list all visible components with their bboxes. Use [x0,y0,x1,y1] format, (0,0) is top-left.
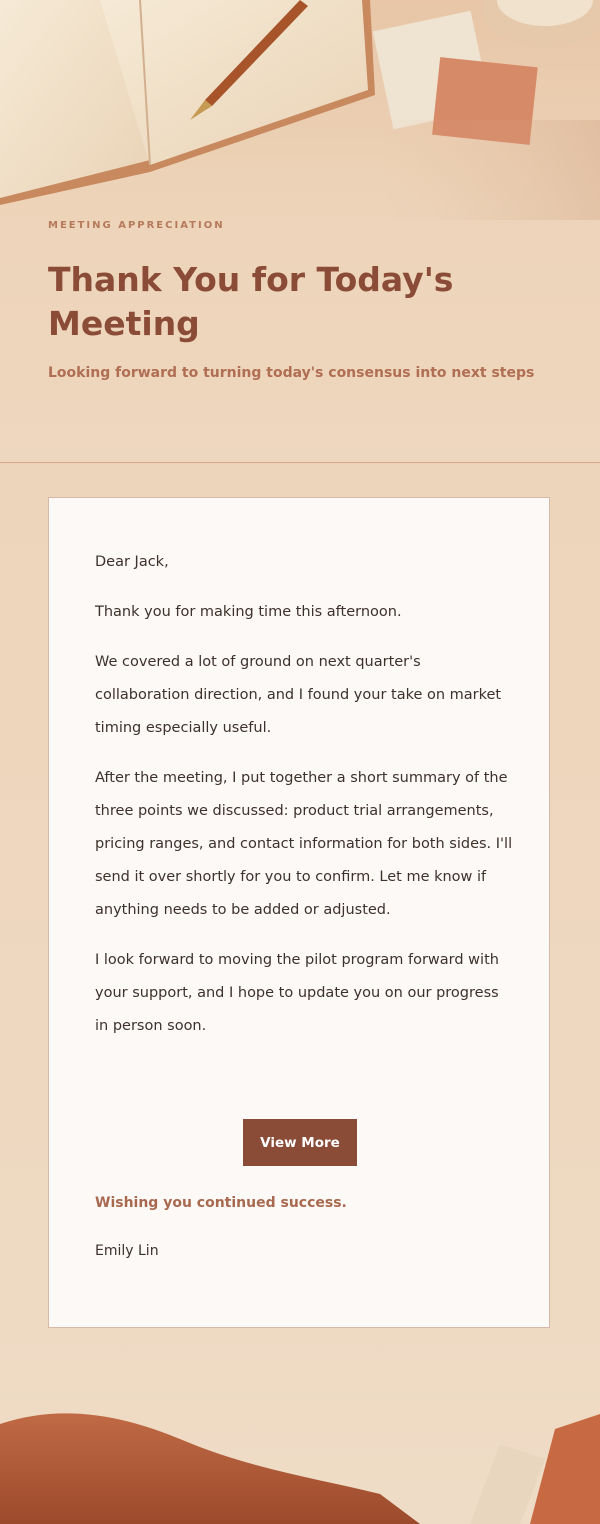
view-more-button[interactable]: View More [243,1119,357,1166]
letter-signature: Emily Lin [95,1243,159,1259]
eyebrow-label: MEETING APPRECIATION [48,220,225,231]
header-banner [0,0,600,462]
letter-paragraph: We covered a lot of ground on next quarter's collaboration direction, and I found your take on market timing especially useful. [95,654,502,736]
letter-paragraph: I look forward to moving the pilot program forward with your support, and I hope to update you on our progress in person soon. [95,952,499,1034]
letter-paragraph: After the meeting, I put together a short summary of the three points we discussed: product trial arrangements, pricing ranges, and contact information for both sides. I'll send it over shortly for you to confirm. Let me know if anything needs to be added or adjusted. [95,770,513,918]
fabric-illustration [0,1384,600,1524]
notebook-illustration [0,0,600,220]
letter-card [48,497,550,1328]
letter-greeting: Dear Jack, [95,554,169,570]
letter-paragraph: Thank you for making time this afternoon. [95,604,402,620]
letter-body [95,546,515,1060]
letter-closing: Wishing you continued success. [95,1195,347,1211]
page-subtitle: Looking forward to turning today's consensus into next steps [48,365,535,381]
page-title: Thank You for Today's Meeting [48,260,454,343]
